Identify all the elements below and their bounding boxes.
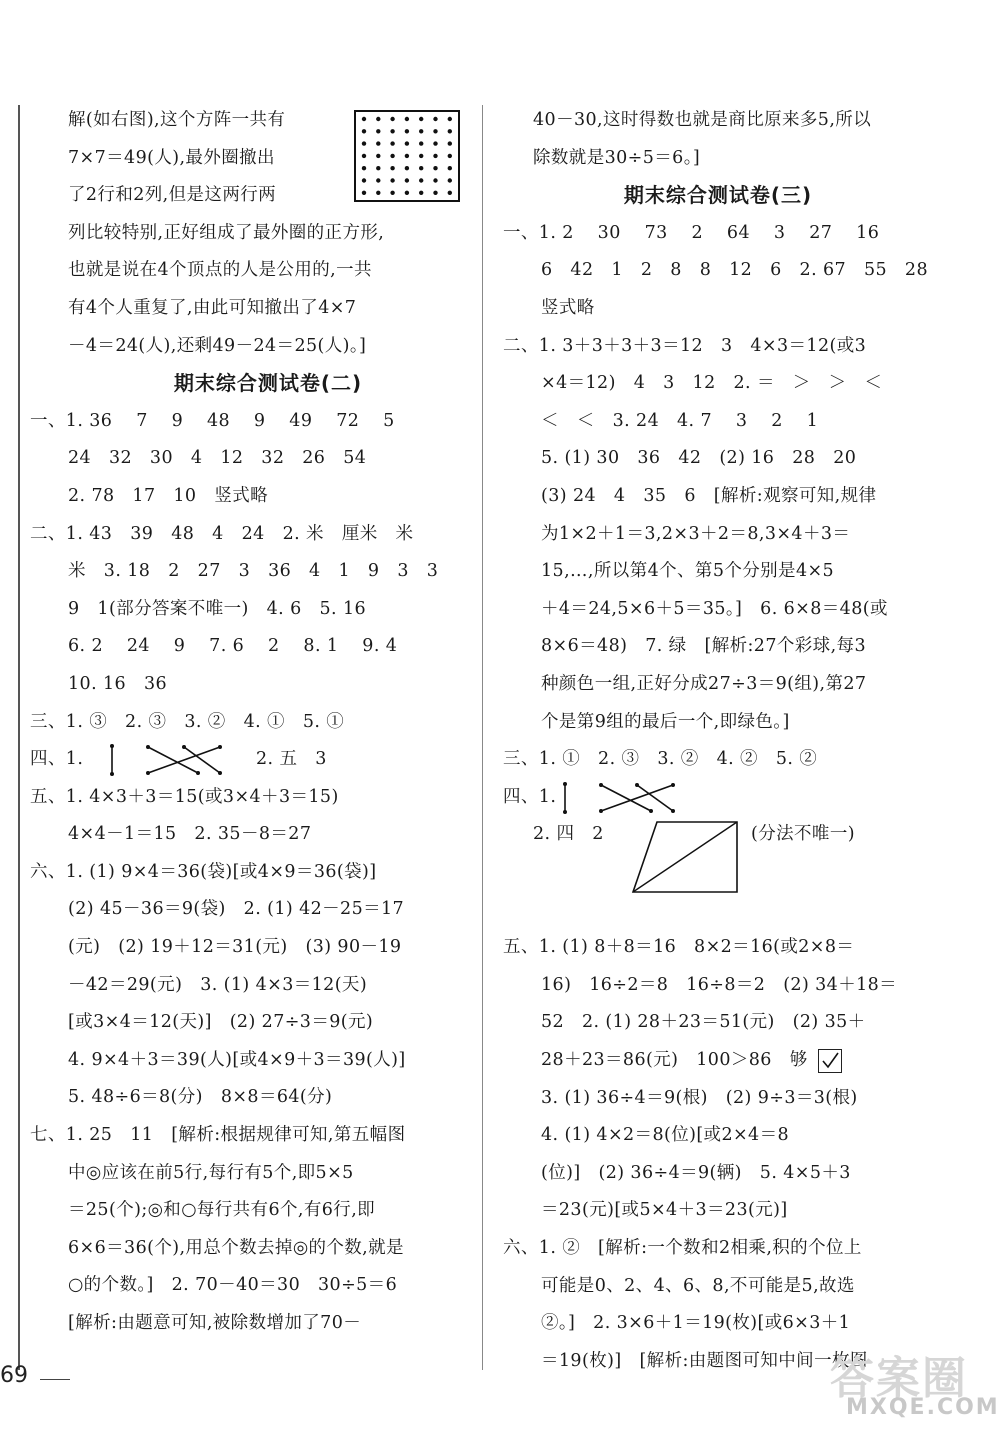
- answer-line: 16) 16÷2＝8 16÷8＝2 (2) 34＋18＝: [541, 974, 898, 995]
- answer-line: 一、1. 36 7 9 48 9 49 72 5: [30, 410, 395, 431]
- answer-line: (3) 24 4 35 6 [解析:观察可知,规律: [541, 485, 877, 506]
- answer-line: 二、1. 3＋3＋3＋3＝12 3 4×3＝12(或3: [503, 335, 867, 356]
- lattice-dot: [405, 191, 409, 195]
- answer-line: 8×6＝48) 7. 绿 [解析:27个彩球,每3: [541, 636, 866, 657]
- text-line: －4＝24(人),还剩49－24＝25(人)。]: [68, 335, 367, 356]
- answer-line: 9 1(部分答案不唯一) 4. 6 5. 16: [68, 598, 367, 619]
- answer-line: 6 42 1 2 8 8 12 6 2. 67 55 28: [541, 260, 929, 281]
- answer-line: 七、1. 25 11 [解析:根据规律可知,第五幅图: [30, 1125, 406, 1146]
- answer-line: 三、1. ① 2. ③ 3. ② 4. ② 5. ②: [503, 749, 818, 770]
- lattice-dot: [448, 178, 452, 182]
- column-divider: [482, 105, 483, 1370]
- lattice-dot: [362, 154, 366, 158]
- lattice-dot: [433, 166, 437, 170]
- answer-line: 2. 78 17 10 竖式略: [68, 485, 269, 506]
- lattice-dot: [448, 141, 452, 145]
- lattice-dot: [376, 129, 380, 133]
- q4-label: 四、1.: [503, 786, 557, 807]
- answer-line: 4. 9×4＋3＝39(人)[或4×9＋3＝39(人)]: [68, 1049, 406, 1070]
- answer-line: ＝23(元)[或5×4＋3＝23(元)]: [541, 1200, 788, 1221]
- lattice-dot: [433, 129, 437, 133]
- margin-rule: [18, 105, 20, 1370]
- text-line: 有4个人重复了,由此可知撤出了4×7: [68, 297, 357, 318]
- answer-line: 六、1. (1) 9×4＝36(袋)[或4×9＝36(袋)]: [30, 861, 377, 882]
- answer-line: 3. (1) 36÷4＝9(根) (2) 9÷3＝3(根): [541, 1087, 858, 1108]
- lattice-dot: [433, 141, 437, 145]
- watermark-logo: 答案圈: [830, 1353, 968, 1404]
- lattice-dot: [390, 141, 394, 145]
- answer-line: 竖式略: [541, 297, 595, 318]
- answer-line: 三、1. ③ 2. ③ 3. ② 4. ① 5. ①: [30, 711, 345, 732]
- lattice-dot: [419, 129, 423, 133]
- answer-line: [解析:由题意可知,被除数增加了70－: [68, 1313, 362, 1333]
- answer-line: ＋4＝24,5×6＋5＝35。] 6. 6×8＝48(或: [541, 598, 888, 619]
- checkmark-box-icon: [818, 1049, 842, 1073]
- lattice-dot: [419, 166, 423, 170]
- answer-line: 4. (1) 4×2＝8(位)[或2×4＝8: [541, 1125, 790, 1146]
- answer-line-q4: [503, 779, 933, 817]
- answer-line: 五、1. (1) 8＋8＝16 8×2＝16(或2×8＝: [503, 937, 855, 958]
- answer-line: 4×4－1＝15 2. 35－8＝27: [68, 824, 312, 845]
- page-number: 69: [0, 1363, 28, 1388]
- answer-line: ②。] 2. 3×6＋1＝19(枚)[或6×3＋1: [541, 1313, 851, 1334]
- lattice-dot: [419, 117, 423, 121]
- lattice-dot: [433, 154, 437, 158]
- section-title: 期末综合测试卷(二): [173, 371, 363, 396]
- answer-line: (2) 45－36＝9(袋) 2. (1) 42－25＝17: [68, 899, 405, 920]
- lattice-dot: [405, 117, 409, 121]
- matching-lines-icon: [108, 743, 228, 777]
- answer-line: 6×6＝36(个),用总个数去掉◎的个数,就是: [68, 1237, 404, 1258]
- lattice-dot: [433, 191, 437, 195]
- lattice-dot: [448, 117, 452, 121]
- answer-line-enough: [503, 1042, 933, 1080]
- answer-line: 15,…,所以第4个、第5个分别是4×5: [541, 561, 835, 582]
- lattice-dot: [362, 141, 366, 145]
- q4-label: 四、1.: [30, 749, 84, 770]
- matching-lines-icon: [561, 781, 681, 815]
- lattice-dot: [405, 129, 409, 133]
- right-column: [503, 102, 933, 1380]
- answer-line: ○的个数。] 2. 70－40＝30 30÷5＝6: [68, 1275, 398, 1296]
- lattice-dot: [362, 166, 366, 170]
- answer-line: ×4＝12) 4 3 12 2. ＝ ＞ ＞ ＜: [541, 373, 883, 394]
- text-line: 40－30,这时得数也就是商比原来多5,所以: [533, 110, 872, 130]
- answer-line: 24 32 30 4 12 32 26 54: [68, 448, 367, 469]
- answer-line: 二、1. 43 39 48 4 24 2. 米 厘米 米: [30, 523, 414, 544]
- text-line: 也就是说在4个顶点的人是公用的,一共: [68, 260, 372, 281]
- answer-line: ＝19(枚)] [解析:由题图可知中间一枚图: [541, 1350, 868, 1371]
- lattice-dot: [433, 178, 437, 182]
- lattice-dot: [448, 129, 452, 133]
- lattice-dot: [405, 178, 409, 182]
- lattice-dot: [433, 117, 437, 121]
- lattice-dot: [390, 129, 394, 133]
- answer-line: 可能是0、2、4、6、8,不可能是5,故选: [541, 1275, 855, 1296]
- lattice-dot: [448, 191, 452, 195]
- lattice-dot: [362, 191, 366, 195]
- answer-line: 一、1. 2 30 73 2 64 3 27 16: [503, 222, 880, 243]
- answer-line: －42＝29(元) 3. (1) 4×3＝12(天): [68, 974, 368, 995]
- page-number-dash: [40, 1379, 70, 1380]
- lattice-dot: [376, 191, 380, 195]
- lattice-dot: [376, 178, 380, 182]
- text-line: 解(如右图),这个方阵一共有: [68, 110, 286, 130]
- q4-shape-row: [503, 816, 933, 929]
- answer-line: (元) (2) 19＋12＝31(元) (3) 90－19: [68, 937, 402, 958]
- lattice-dot: [376, 154, 380, 158]
- lattice-dot: [376, 166, 380, 170]
- lattice-dot: [419, 154, 423, 158]
- lattice-dot: [405, 141, 409, 145]
- answer-line: 中◎应该在前5行,每行有5个,即5×5: [68, 1162, 354, 1183]
- q4-answer: 2. 五 3: [256, 749, 327, 770]
- text-line: 了2行和2列,但是这两行两: [68, 185, 277, 206]
- answer-line: 5. 48÷6＝8(分) 8×8＝64(分): [68, 1087, 333, 1108]
- lattice-dot: [362, 129, 366, 133]
- parallelogram-figure: [631, 820, 741, 896]
- lattice-dot: [405, 154, 409, 158]
- answer-line: 52 2. (1) 28＋23＝51(元) (2) 35＋: [541, 1012, 866, 1033]
- lattice-dot: [448, 154, 452, 158]
- watermark-url: MXQE.COM: [846, 1395, 1000, 1420]
- text-line: 7×7＝49(人),最外圈撤出: [68, 147, 275, 168]
- answer-line: 10. 16 36: [68, 673, 168, 694]
- lattice-dot: [419, 191, 423, 195]
- lattice-dot: [376, 117, 380, 121]
- text-line: 除数就是30÷5＝6。]: [533, 147, 701, 168]
- lattice-dot: [448, 166, 452, 170]
- text-line: 列比较特别,正好组成了最外圈的正方形,: [68, 222, 385, 243]
- answer-line: 为1×2＋1＝3,2×3＋2＝8,3×4＋3＝: [541, 523, 851, 544]
- lattice-dot: [390, 166, 394, 170]
- q4-note: (分法不唯一): [751, 824, 855, 845]
- lattice-dot: [390, 117, 394, 121]
- answer-line: 5. (1) 30 36 42 (2) 16 28 20: [541, 448, 857, 469]
- lattice-dot: [390, 178, 394, 182]
- answer-line: 五、1. 4×3＋3＝15(或3×4＋3＝15): [30, 786, 339, 807]
- lattice-dot: [390, 154, 394, 158]
- answer-line: (位)] (2) 36÷4＝9(辆) 5. 4×5＋3: [541, 1162, 851, 1183]
- lattice-dot: [376, 141, 380, 145]
- answer-line: 6. 2 24 9 7. 6 2 8. 1 9. 4: [68, 636, 398, 657]
- dot-lattice-figure: [352, 108, 462, 204]
- section-title: 期末综合测试卷(三): [623, 183, 813, 208]
- lattice-dot: [405, 166, 409, 170]
- lattice-dot: [362, 178, 366, 182]
- answer-line: ＝25(个);◎和○每行共有6个,有6行,即: [68, 1200, 376, 1221]
- answer-line: 六、1. ② [解析:一个数和2相乘,积的个位上: [503, 1238, 862, 1259]
- answer-line-q4: [30, 741, 468, 779]
- lattice-dot: [362, 117, 366, 121]
- lattice-dot: [419, 178, 423, 182]
- answer-line: 个是第9组的最后一个,即绿色。]: [541, 711, 790, 732]
- lattice-dot: [419, 141, 423, 145]
- answer-line: 种颜色一组,正好分成27÷3＝9(组),第27: [541, 673, 867, 694]
- left-column: [30, 102, 468, 1343]
- answer-line: 米 3. 18 2 27 3 36 4 1 9 3 3: [68, 561, 439, 582]
- q4-answer: 2. 四 2: [533, 824, 604, 845]
- answer-line: [或3×4＝12(天)] (2) 27÷3＝9(元): [68, 1012, 374, 1033]
- lattice-dot: [390, 191, 394, 195]
- answer-text: 28＋23＝86(元) 100＞86 够: [541, 1050, 808, 1071]
- answer-line: ＜ ＜ 3. 24 4. 7 3 2 1: [541, 410, 819, 431]
